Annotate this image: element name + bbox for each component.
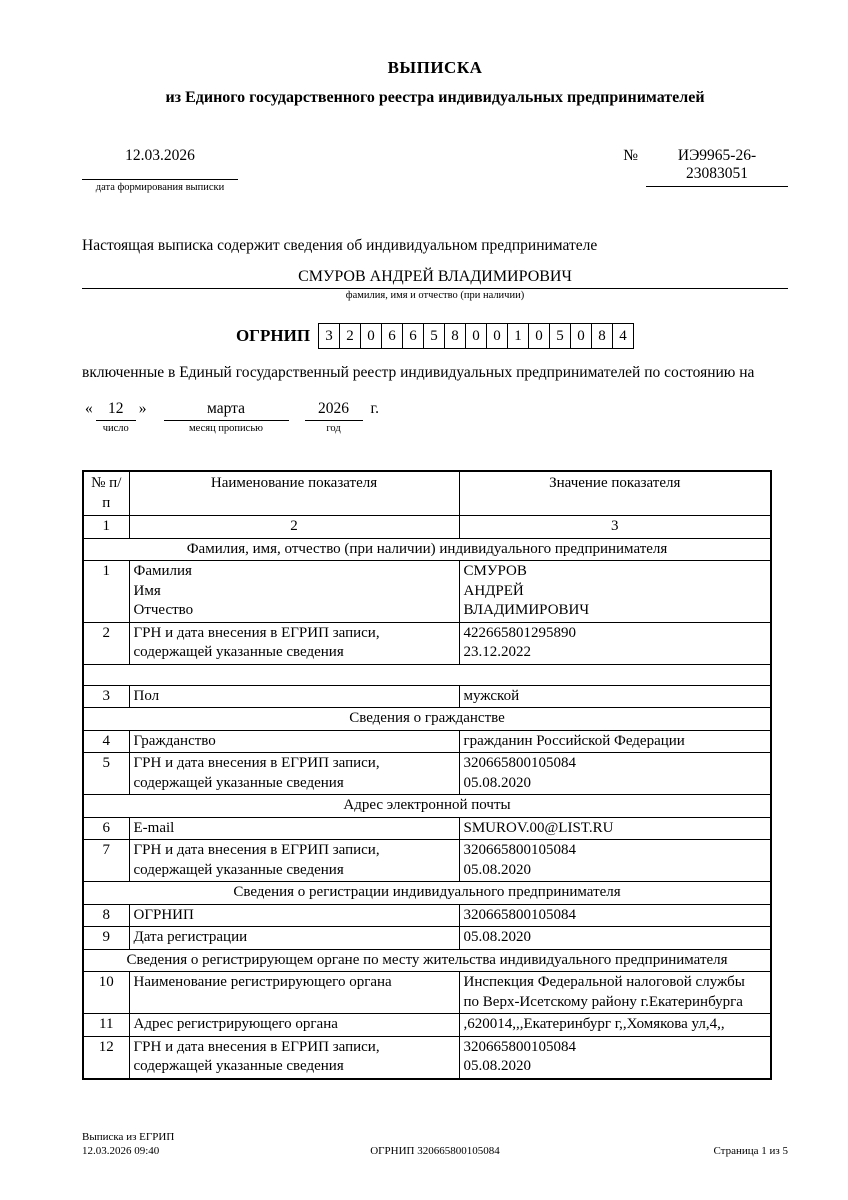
indicator-value-cell: мужской xyxy=(459,685,771,708)
month-caption: месяц прописью xyxy=(189,423,263,435)
entrepreneur-name-caption: фамилия, имя и отчество (при наличии) xyxy=(345,290,525,301)
section-header-row xyxy=(83,708,771,731)
table-row xyxy=(83,730,771,753)
indicator-name-cell: ОГРНИП xyxy=(129,904,459,927)
table-row xyxy=(83,1014,771,1037)
indicator-name-cell: Наименование регистрирующего органа xyxy=(129,972,459,1014)
year-field xyxy=(305,400,363,434)
formation-date-caption: дата формирования выписки xyxy=(95,182,225,193)
row-number-cell: 2 xyxy=(83,622,129,664)
indicator-value-cell: СМУРОВ АНДРЕЙ ВЛАДИМИРОВИЧ xyxy=(459,561,771,623)
column-number-1: 1 xyxy=(83,516,129,539)
table-row xyxy=(83,561,771,623)
document-content xyxy=(0,58,848,1080)
ogrnip-digit-cell: 1 xyxy=(507,323,529,349)
row-number-cell: 4 xyxy=(83,730,129,753)
indicator-name-cell: Адрес регистрирующего органа xyxy=(129,1014,459,1037)
ogrnip-label: ОГРНИП xyxy=(235,326,311,345)
ogrnip-digit-cell: 2 xyxy=(339,323,361,349)
footer-ogrnip: ОГРНИП 320665800105084 xyxy=(370,1145,500,1158)
open-quote: « xyxy=(85,400,93,418)
indicator-name-cell: ГРН и дата внесения в ЕГРИП записи, содержащей указанные сведения xyxy=(129,622,459,664)
indicator-value-cell: 320665800105084 05.08.2020 xyxy=(459,840,771,882)
row-number-cell: 3 xyxy=(83,685,129,708)
footer-page-number: Страница 1 из 5 xyxy=(713,1145,788,1158)
ogrnip-digit-cell: 0 xyxy=(486,323,508,349)
document-subtitle: из Единого государственного реестра индивидуальных предпринимателей xyxy=(165,89,705,106)
row-number-cell: 9 xyxy=(83,927,129,950)
section-header-cell: Сведения о регистрирующем органе по месту жительства индивидуального предпринимателя xyxy=(83,949,771,972)
as-of-date-line xyxy=(82,400,788,434)
ogrnip-digit-cell: 0 xyxy=(465,323,487,349)
year-caption: год xyxy=(326,423,341,435)
ogrnip-digit-cell: 0 xyxy=(360,323,382,349)
indicator-name-cell: Гражданство xyxy=(129,730,459,753)
document-number-line1: ИЭ9965-26- xyxy=(677,147,757,164)
indicator-value-cell: 320665800105084 xyxy=(459,904,771,927)
ogrnip-row xyxy=(82,323,788,349)
ogrnip-digit-cell: 6 xyxy=(381,323,403,349)
row-number-cell: 8 xyxy=(83,904,129,927)
column-number-row xyxy=(83,516,771,539)
ogrnip-digit-cell: 8 xyxy=(444,323,466,349)
table-row xyxy=(83,840,771,882)
ogrnip-digit-cell: 6 xyxy=(402,323,424,349)
ogrnip-digit-boxes xyxy=(319,323,634,349)
indicator-name-cell: Дата регистрации xyxy=(129,927,459,950)
indicator-name-cell: ГРН и дата внесения в ЕГРИП записи, содержащей указанные сведения xyxy=(129,840,459,882)
formation-date-value: 12.03.2026 xyxy=(82,147,238,180)
row-number-cell: 1 xyxy=(83,561,129,623)
day-field xyxy=(96,400,136,434)
section-header-cell: Адрес электронной почты xyxy=(83,795,771,818)
section-header-row xyxy=(83,949,771,972)
section-header-cell: Фамилия, имя, отчество (при наличии) индивидуального предпринимателя xyxy=(83,538,771,561)
footer-left xyxy=(82,1130,303,1159)
indicator-value-cell: SMUROV.00@LIST.RU xyxy=(459,817,771,840)
ogrnip-digit-cell: 8 xyxy=(591,323,613,349)
table-row xyxy=(83,927,771,950)
row-number-cell: 10 xyxy=(83,972,129,1014)
document-title: ВЫПИСКА xyxy=(387,58,483,77)
table-header-row xyxy=(83,471,771,516)
registry-table xyxy=(82,470,772,1080)
header-cell-num: № п/п xyxy=(83,471,129,516)
indicator-value-cell: гражданин Российской Федерации xyxy=(459,730,771,753)
month-field xyxy=(164,400,289,434)
page-footer xyxy=(82,1130,788,1159)
spacer-cell xyxy=(83,664,771,685)
table-row xyxy=(83,753,771,795)
intro-text: Настоящая выписка содержит сведения об индивидуальном предпринимателе xyxy=(82,237,598,254)
year-suffix: г. xyxy=(370,400,379,418)
indicator-value-cell: ,620014,,,Екатеринбург г,,Хомякова ул,4,, xyxy=(459,1014,771,1037)
included-text: включенные в Единый государственный реестр индивидуальных предпринимателей по состоянию на xyxy=(82,364,755,381)
close-quote: » xyxy=(138,400,147,418)
section-header-row xyxy=(83,795,771,818)
formation-date-block xyxy=(82,147,238,193)
indicator-value-cell: 05.08.2020 xyxy=(459,927,771,950)
indicator-value-cell: 320665800105084 05.08.2020 xyxy=(459,753,771,795)
column-number-3: 3 xyxy=(459,516,771,539)
number-sign: № xyxy=(623,147,638,164)
indicator-name-cell: Пол xyxy=(129,685,459,708)
ogrnip-digit-cell: 4 xyxy=(612,323,634,349)
table-row xyxy=(83,685,771,708)
table-row xyxy=(83,622,771,664)
header-cell-name: Наименование показателя xyxy=(129,471,459,516)
row-number-cell: 6 xyxy=(83,817,129,840)
table-row xyxy=(83,817,771,840)
table-row xyxy=(83,972,771,1014)
day-value: 12 xyxy=(96,400,136,421)
ogrnip-digit-cell: 0 xyxy=(528,323,550,349)
row-number-cell: 11 xyxy=(83,1014,129,1037)
header-cell-value: Значение показателя xyxy=(459,471,771,516)
ogrnip-digit-cell: 0 xyxy=(570,323,592,349)
document-number-line2: 23083051 xyxy=(686,164,748,182)
indicator-value-cell: 422665801295890 23.12.2022 xyxy=(459,622,771,664)
day-caption: число xyxy=(102,423,129,435)
entrepreneur-name: СМУРОВ АНДРЕЙ ВЛАДИМИРОВИЧ xyxy=(82,268,788,289)
row-number-cell: 7 xyxy=(83,840,129,882)
indicator-value-cell: 320665800105084 05.08.2020 xyxy=(459,1036,771,1079)
footer-doc-type: Выписка из ЕГРИП xyxy=(82,1131,175,1143)
table-row xyxy=(83,904,771,927)
month-value: марта xyxy=(164,400,289,421)
indicator-name-cell: ГРН и дата внесения в ЕГРИП записи, содержащей указанные сведения xyxy=(129,1036,459,1079)
indicator-value-cell: Инспекция Федеральной налоговой службы по Верх-Исетскому району г.Екатеринбурга xyxy=(459,972,771,1014)
column-number-2: 2 xyxy=(129,516,459,539)
document-number-value xyxy=(646,147,788,187)
section-header-cell: Сведения о гражданстве xyxy=(83,708,771,731)
row-number-cell: 5 xyxy=(83,753,129,795)
ogrnip-digit-cell: 5 xyxy=(423,323,445,349)
indicator-name-cell: ГРН и дата внесения в ЕГРИП записи, содержащей указанные сведения xyxy=(129,753,459,795)
section-header-cell: Сведения о регистрации индивидуального предпринимателя xyxy=(83,882,771,905)
header-info-row xyxy=(82,147,788,193)
indicator-name-cell: E-mail xyxy=(129,817,459,840)
section-header-row xyxy=(83,538,771,561)
row-number-cell: 12 xyxy=(83,1036,129,1079)
ogrnip-digit-cell: 3 xyxy=(318,323,340,349)
section-header-row xyxy=(83,882,771,905)
table-row xyxy=(83,1036,771,1079)
spacer-row xyxy=(83,664,771,685)
footer-datetime: 12.03.2026 09:40 xyxy=(82,1145,160,1158)
indicator-name-cell: Фамилия Имя Отчество xyxy=(129,561,459,623)
ogrnip-digit-cell: 5 xyxy=(549,323,571,349)
year-value: 2026 xyxy=(305,400,363,421)
document-number-block xyxy=(623,147,788,193)
